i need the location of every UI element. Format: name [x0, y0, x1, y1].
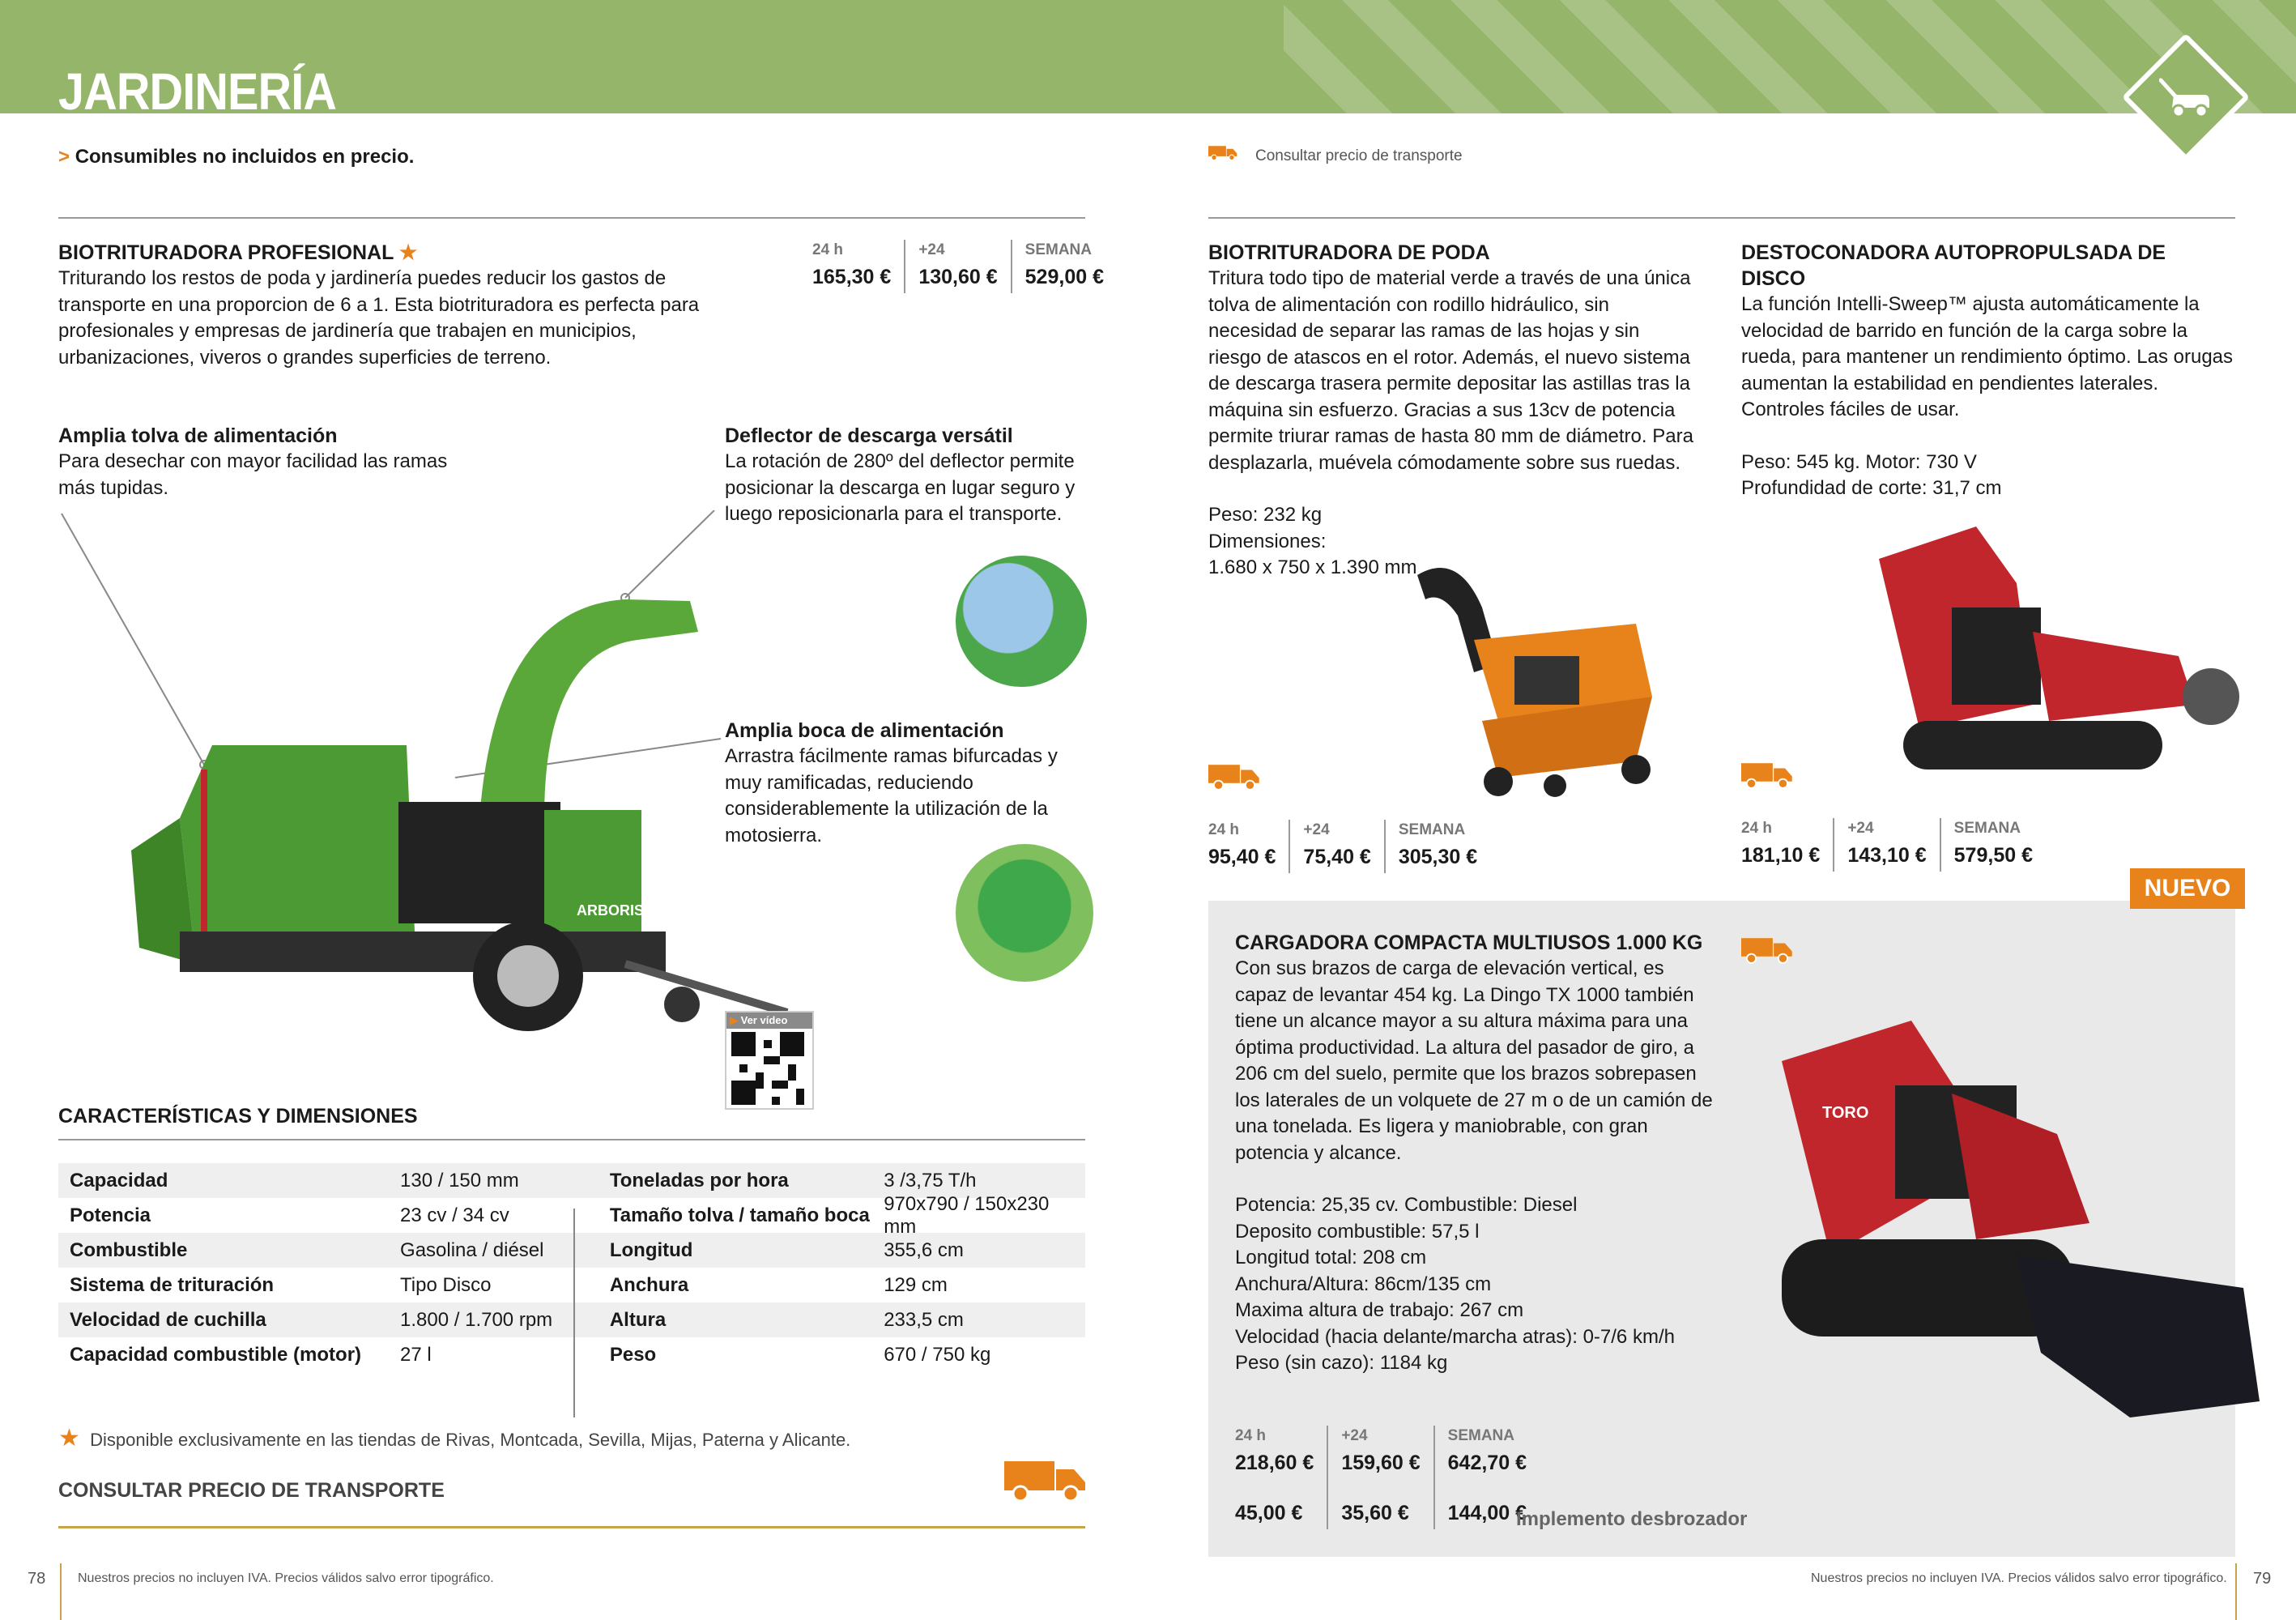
transport-label: CONSULTAR PRECIO DE TRANSPORTE [58, 1479, 445, 1502]
extra-label: Implemento desbrozador [1516, 1508, 1748, 1530]
spec-line: Anchura/Altura: 86cm/135 cm [1235, 1273, 1492, 1295]
spec-line: Longitud total: 208 cm [1235, 1247, 1427, 1268]
price-block [1235, 1426, 1540, 1529]
feature-deflector: Deflector de descarga versátil La rotación de 280º del deflector permite posicionar la descarga en lugar seguro y luego reposicionarla para el transporte. [725, 424, 1076, 525]
price-col: SEMANA 579,50 € [1940, 818, 2046, 872]
price-block [812, 240, 1117, 293]
price-block [1741, 818, 2046, 872]
price-col: 24 h 218,60 € 45,00 € [1235, 1427, 1314, 1524]
table-row: Capacidad 130 / 150 mm Toneladas por hora 3 /3,75 T/h [58, 1163, 1085, 1198]
price-col: +24 143,10 € [1833, 818, 1939, 872]
product-title: BIOTRITURADORA PROFESIONAL ★ [58, 241, 418, 264]
price-col: +24 75,40 € [1289, 820, 1383, 873]
page-number: 78 [28, 1570, 46, 1588]
truck-icon [1208, 760, 1260, 792]
spec-line: Deposito combustible: 57,5 l [1235, 1220, 1480, 1243]
truck-icon [1741, 933, 1793, 966]
truck-icon [1208, 143, 1237, 162]
spec-line: Velocidad (hacia delante/marcha atras): 0-7/6 km/h [1235, 1325, 1675, 1348]
product-destoconadora: DESTOCONADORA AUTOPROPULSADA DE DISCO La función Intelli-Sweep™ ajusta automáticamente la velocidad de barrido en función de la carga sobre la rueda, para mantener un rendimiento óptimo. Las orugas aumentan la estabilidad en pendientes laterales. Controles fáciles de usar. Peso: 545 kg. Motor: 730 V Profundidad de corte: 31,7 cm [1741, 240, 2235, 502]
table-row: Capacidad combustible (motor) 27 l Peso 670 / 750 kg [70, 1343, 991, 1366]
price-col: 24 h 181,10 € [1741, 820, 1821, 867]
play-icon: ▶ [730, 1014, 738, 1026]
deflector-detail-photo [956, 556, 1087, 687]
footer-divider [2235, 1563, 2237, 1620]
table-row: Combustible Gasolina / diésel Longitud 355,6 cm [58, 1233, 1085, 1268]
section-banner [0, 0, 2296, 113]
table-row: Velocidad de cuchilla 1.800 / 1.700 rpm Altura 233,5 cm [58, 1302, 1085, 1337]
price-col: +24 130,60 € [904, 240, 1010, 293]
availability-note: ★ Disponible exclusivamente en las tiendas de Rivas, Montcada, Sevilla, Mijas, Paterna y Alicante. [58, 1425, 851, 1452]
consumables-note: > Consumibles no incluidos en precio. [58, 146, 415, 168]
spec-line: Profundidad de corte: 31,7 cm [1741, 477, 2002, 499]
table-divider [573, 1209, 575, 1418]
price-col: 24 h 95,40 € [1208, 821, 1276, 868]
price-col: +24 159,60 € 35,60 € [1327, 1426, 1433, 1529]
specs-table [58, 1163, 1085, 1372]
feature-tolva: Amplia tolva de alimentación Para desechar con mayor facilidad las ramas más tupidas. [58, 424, 448, 499]
machine-brand: TORO [1822, 1104, 1869, 1122]
feature-boca: Amplia boca de alimentación Arrastra fácilmente ramas bifurcadas y muy ramificadas, reduciendo considerablemente la utilización de la motosierra. [725, 719, 1058, 846]
transport-note: Consultar precio de transporte [1255, 147, 1463, 164]
divider [1208, 217, 2235, 219]
new-badge: NUEVO [2130, 868, 2245, 909]
specs-title: CARACTERÍSTICAS Y DIMENSIONES [58, 1105, 418, 1128]
machine-brand: ARBORIST [577, 902, 653, 919]
product-biotrituradora-profesional [58, 240, 706, 371]
spec-line: Potencia: 25,35 cv. Combustible: Diesel [1235, 1194, 1578, 1216]
footer-text: Nuestros precios no incluyen IVA. Precios válidos salvo error tipográfico. [78, 1571, 494, 1585]
spec-line: Peso: 232 kg [1208, 504, 1323, 526]
video-qr-code[interactable]: ▶ Ver vídeo [725, 1011, 814, 1110]
chipper-orange-photo [1393, 535, 1693, 802]
price-col: SEMANA 305,30 € [1384, 820, 1490, 873]
chipper-illustration [58, 510, 868, 1061]
star-icon: ★ [58, 1425, 80, 1452]
product-description: Triturando los restos de poda y jardinería puedes reducir los gastos de transporte en una proporcion de 6 a 1. Esta biotrituradora es perfecta para profesionales y empresas de jardinería que trabajen en municipios, urbanizaciones, viveros o grandes superficies de terreno. [58, 267, 700, 369]
divider [58, 1526, 1085, 1528]
stump-grinder-photo [1855, 510, 2260, 818]
price-block [1208, 820, 1490, 873]
spec-line: Peso: 545 kg. Motor: 730 V [1741, 450, 1977, 473]
footer-divider [60, 1563, 62, 1620]
divider [58, 1139, 1085, 1140]
price-col: SEMANA 642,70 € 144,00 € [1433, 1426, 1540, 1529]
compact-loader-photo [1709, 1013, 2268, 1426]
price-col: 24 h 165,30 € [812, 241, 892, 288]
spec-line: 1.680 x 750 x 1.390 mm [1208, 556, 1417, 578]
section-title: JARDINERÍA [58, 62, 337, 121]
product-cargadora: CARGADORA COMPACTA MULTIUSOS 1.000 KG Con sus brazos de carga de elevación vertical, es capaz de levantar 454 kg. La Dingo TX 1000 también tiene un alcance mayor a su altura máxima para una óptima productividad. La altura del pasador de giro, a 206 cm del suelo, permite que los brazos sobrepasen los laterales de un volquete de 27 m o de un camión de una tonelada. Es ligera y maniobrable, con gran potencia y alcance. Potencia: 25,35 cv. Combustible: Diesel Deposito combustible: 57,5 l Longitud total: 208 cm Anchura/Altura: 86cm/135 cm Maxima altura de trabajo: 267 cm Velocidad (hacia delante/marcha atras): 0-7/6 km/h Peso (sin cazo): 1184 kg [1235, 930, 1713, 1377]
spec-line: Maxima altura de trabajo: 267 cm [1235, 1299, 1524, 1321]
hopper-detail-photo [956, 844, 1093, 982]
qr-icon [731, 1032, 804, 1105]
product-biotrituradora-poda: BIOTRITURADORA DE PODA Tritura todo tipo de material verde a través de una única tolva de alimentación con rodillo hidráulico, sin necesidad de separar las ramas de las hojas y sin riesgo de atascos en el rotor. Además, el nuevo sistema de descarga trasera permite depositar las astillas tras la máquina sin esfuerzo. Gracias a sus 13cv de potencia permite triurar ramas de hasta 80 mm de diámetro. Para desplazarla, muévela cómodamente sobre sus ruedas. Peso: 232 kg Dimensiones: 1.680 x 750 x 1.390 mm [1208, 240, 1694, 582]
table-row: Potencia 23 cv / 34 cv Tamaño tolva / tamaño boca 970x790 / 150x230 mm [70, 1192, 1050, 1238]
table-row: Sistema de trituración Tipo Disco Anchura 129 cm [70, 1273, 948, 1296]
page-number: 79 [2253, 1570, 2272, 1588]
spec-line: Dimensiones: [1208, 530, 1327, 552]
divider [58, 217, 1085, 219]
price-col: SEMANA 529,00 € [1011, 240, 1117, 293]
spec-line: Peso (sin cazo): 1184 kg [1235, 1352, 1448, 1374]
truck-icon [1741, 758, 1793, 791]
star-icon: ★ [398, 241, 418, 264]
truck-icon [1004, 1455, 1087, 1503]
footer-text: Nuestros precios no incluyen IVA. Precios válidos salvo error tipográfico. [1811, 1571, 2227, 1585]
